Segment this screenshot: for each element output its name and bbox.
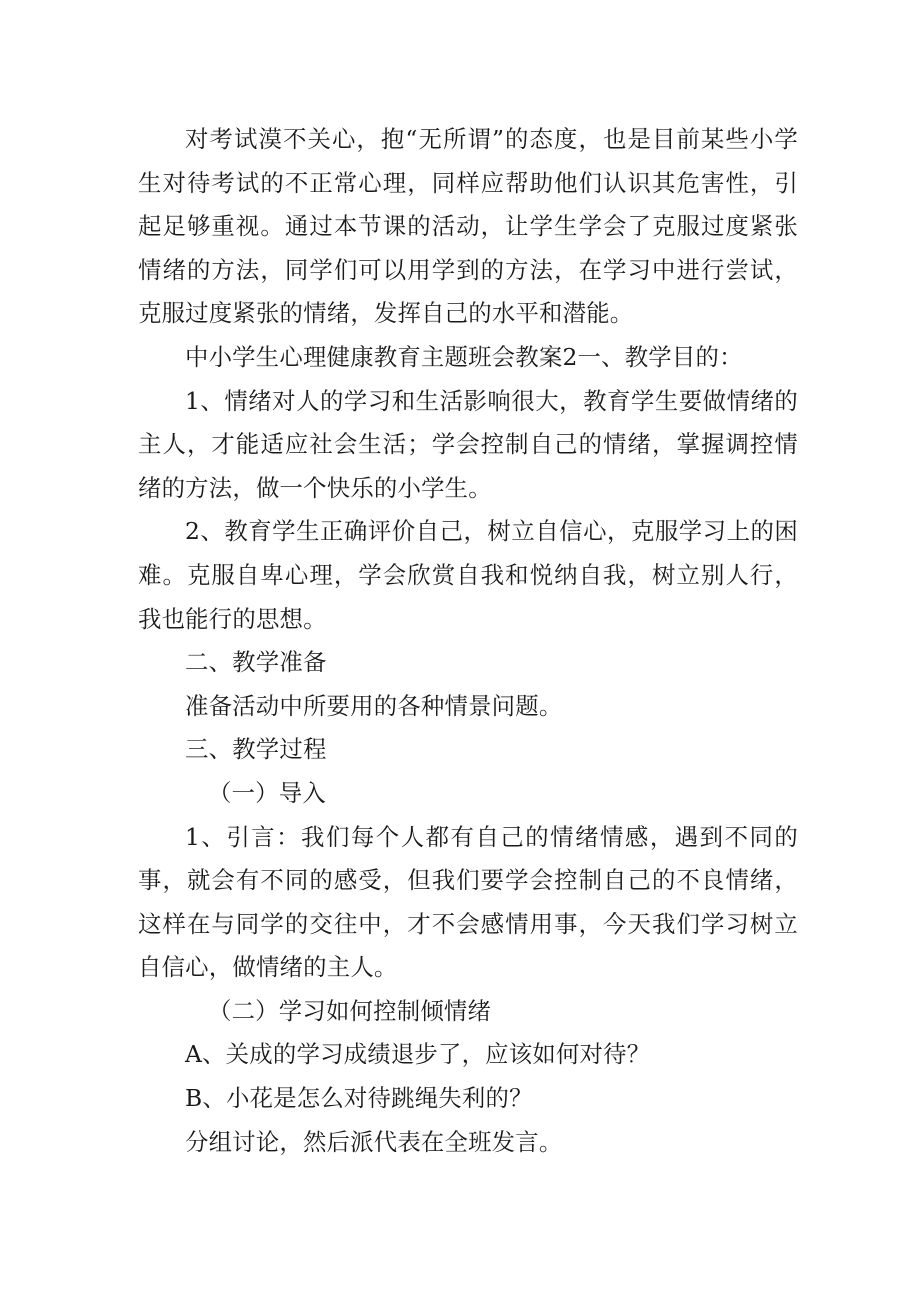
- document-body: [138, 118, 798, 1164]
- subsection-introduction: （一）导入: [208, 778, 326, 807]
- objective-1: 1、情绪对人的学习和生活影响很大，教育学生要做情绪的主人，才能适应社会生活；学会控制自己的情绪，掌握调控情绪的方法，做一个快乐的小学生。: [138, 386, 798, 502]
- question-b: B、小花是怎么对待跳绳失利的？: [185, 1084, 533, 1113]
- preparation-text: 准备活动中所要用的各种情景问题。: [185, 691, 563, 720]
- section-heading-process: 三、教学过程: [185, 735, 327, 764]
- introduction-text: 1、引言：我们每个人都有自己的情绪情感，遇到不同的事，就会有不同的感受，但我们要学会控制自己的不良情绪，这样在与同学的交往中，才不会感情用事，今天我们学习树立自信心，做情绪的主人。: [138, 822, 798, 982]
- paragraph-exam-attitude: 对考试漠不关心，抱“无所谓”的态度，也是目前某些小学生对待考试的不正常心理，同样应帮助他们认识其危害性，引起足够重视。通过本节课的活动，让学生学会了克服过度紧张情绪的方法，同学们可以用学到的方法，在学习中进行尝试，克服过度紧张的情绪，发挥自己的水平和潜能。: [138, 125, 798, 328]
- subsection-emotion-control: （二）学习如何控制倾情绪: [208, 996, 492, 1025]
- section-heading-preparation: 二、教学准备: [185, 648, 327, 677]
- lesson-plan-title: 中小学生心理健康教育主题班会教案2一、教学目的：: [185, 342, 743, 371]
- question-a: A、关成的学习成绩退步了，应该如何对待？: [185, 1040, 651, 1069]
- discussion-instruction: 分组讨论，然后派代表在全班发言。: [185, 1127, 563, 1156]
- objective-2: 2、教育学生正确评价自己，树立自信心，克服学习上的困难。克服自卑心理，学会欣赏自我和悦纳自我，树立别人行，我也能行的思想。: [138, 517, 798, 633]
